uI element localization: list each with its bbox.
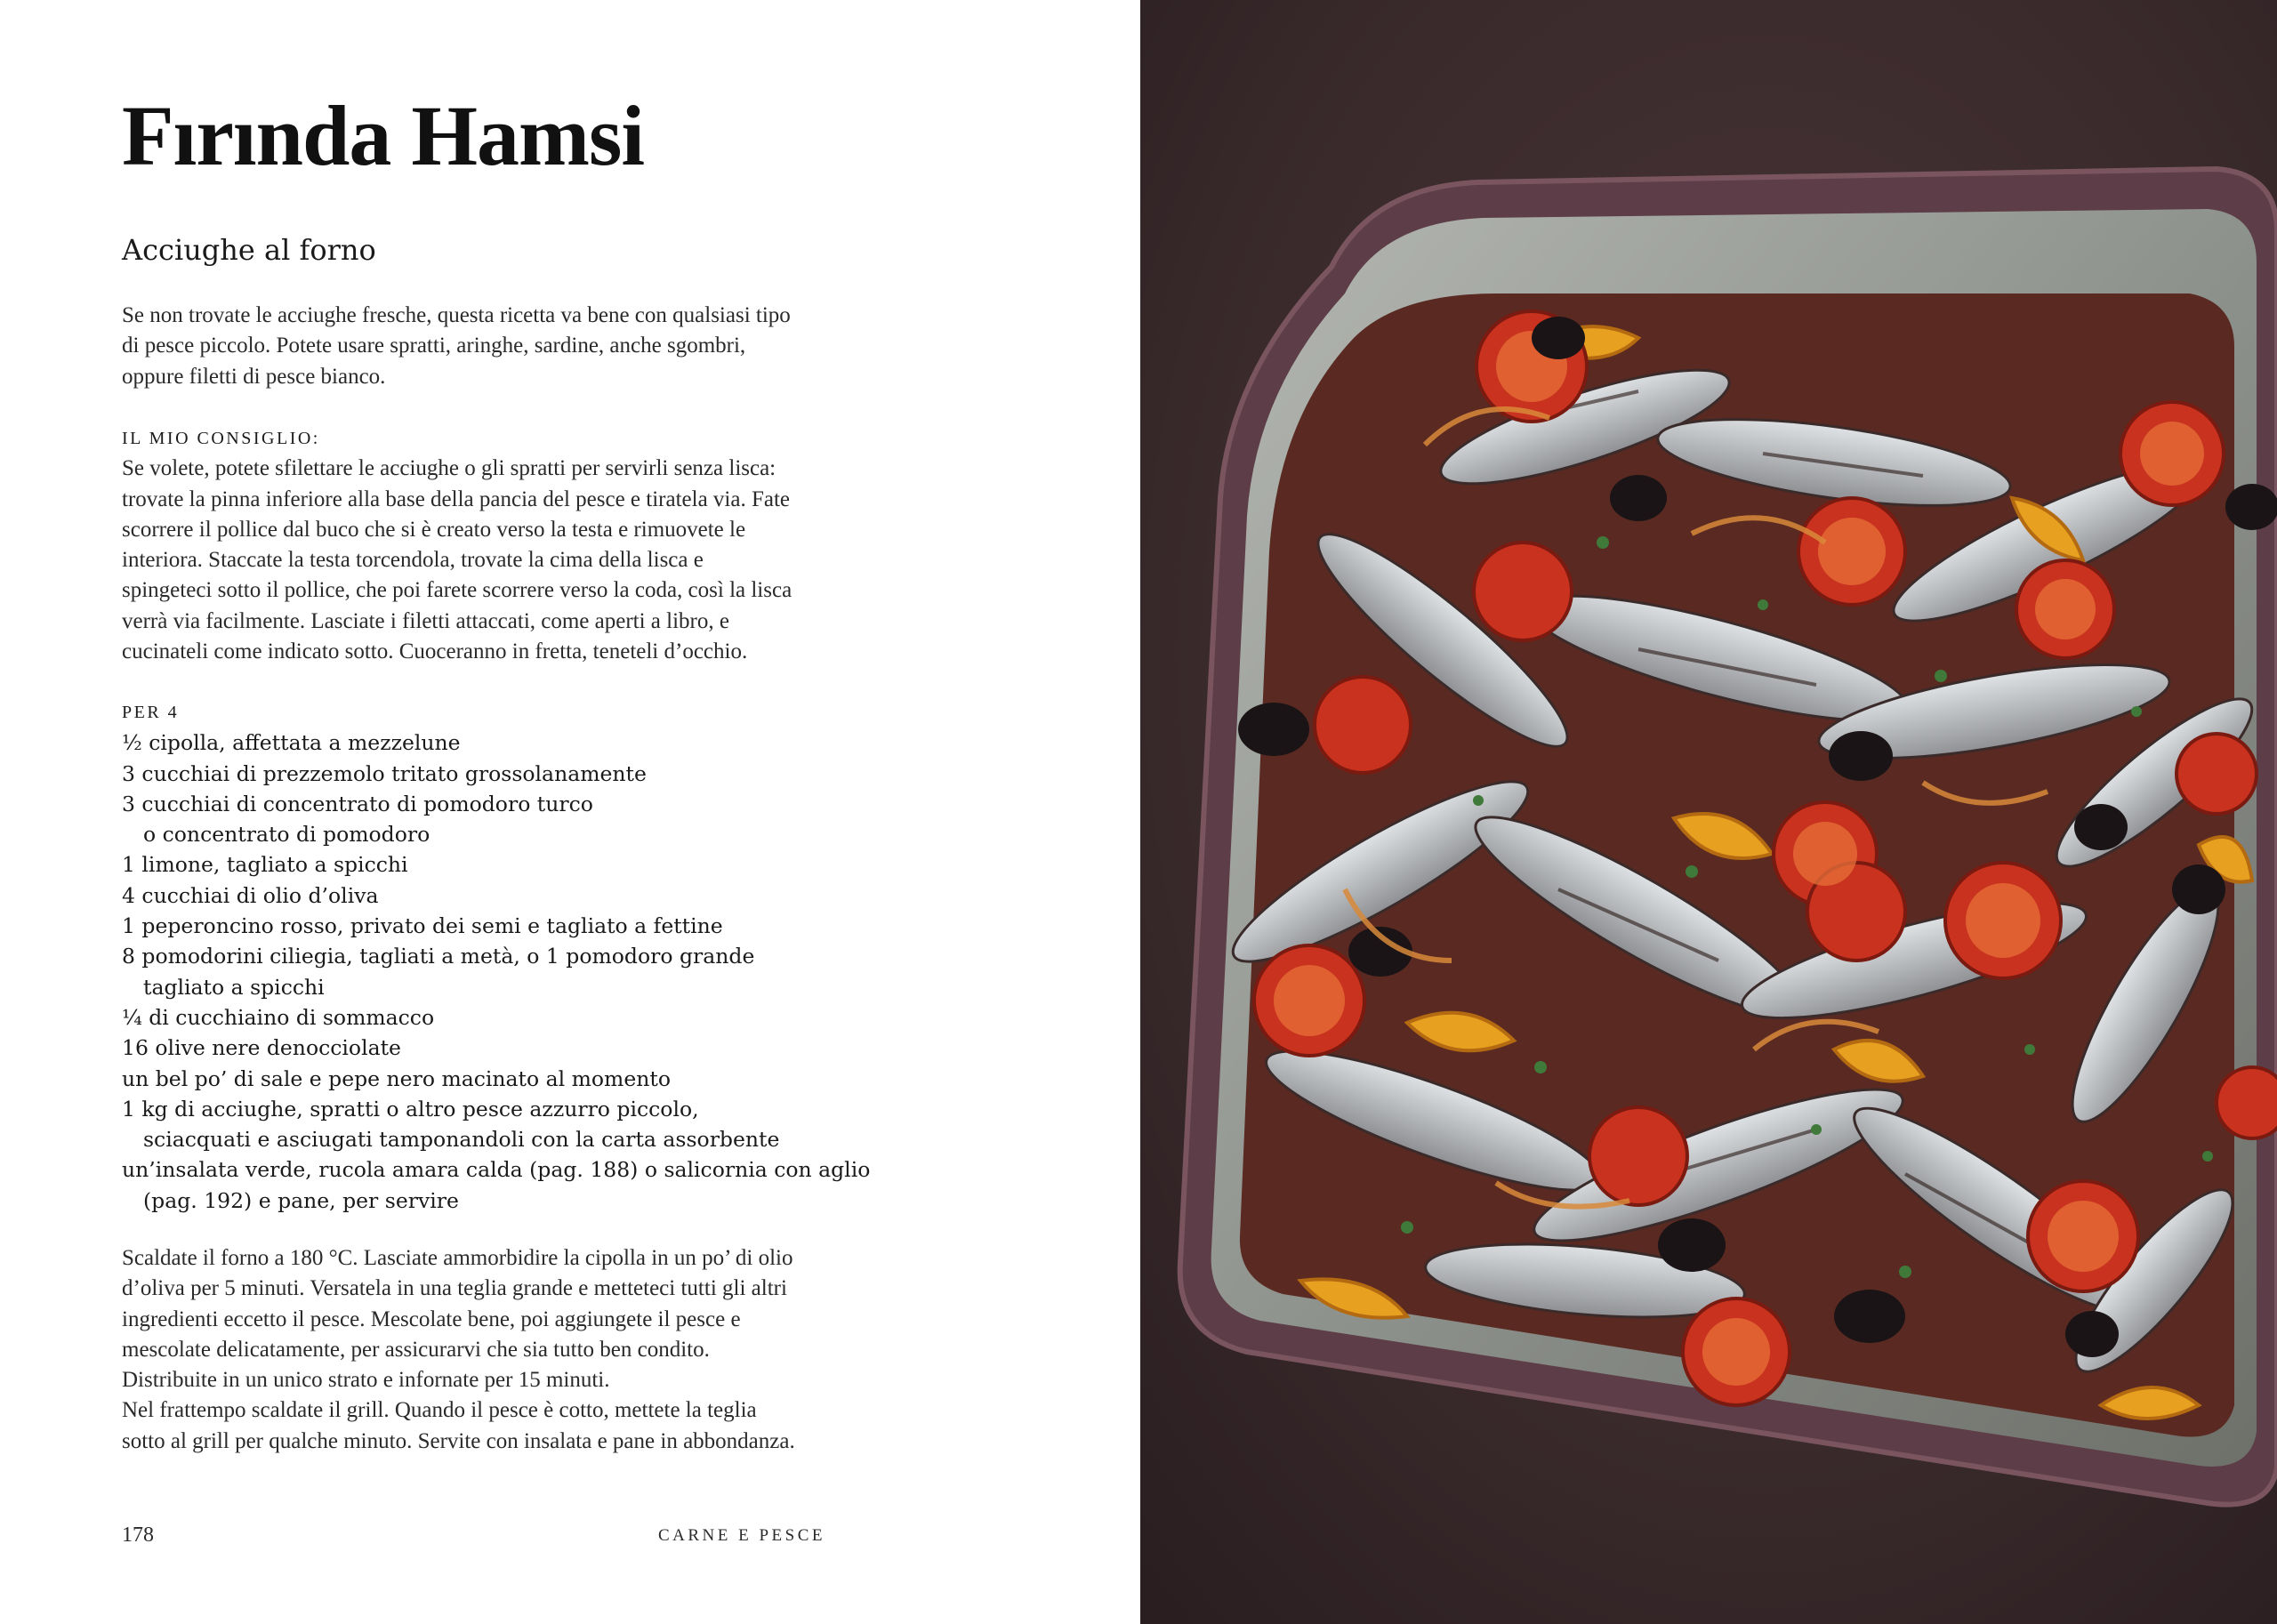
tip-line: scorrere il pollice dal buco che si è creato verso la testa e rimuovete le (122, 517, 746, 542)
tip-line: spingeteci sotto il pollice, che poi farete scorrere verso la coda, così la lisca (122, 578, 793, 603)
ingredient-item: 4 cucchiai di olio d’oliva (122, 882, 379, 908)
page-number: 178 (122, 1524, 154, 1547)
ingredient-item: 3 cucchiai di concentrato di pomodoro turco (122, 791, 593, 816)
intro-line: oppure filetti di pesce bianco. (122, 364, 386, 389)
baked-anchovies-photo-icon (1140, 0, 2277, 1624)
ingredient-item: sciacquati e asciugati tamponandoli con la carta assorbente (143, 1127, 780, 1153)
ingredients-block (122, 697, 871, 1216)
ingredient-item: ¼ di cucchiaino di sommacco (122, 1004, 435, 1030)
ingredient-item: 1 peperoncino rosso, privato dei semi e tagliato a fettine (122, 913, 723, 939)
right-page (1140, 0, 2277, 1624)
section-title: CARNE E PESCE (657, 1526, 825, 1545)
ingredient-item: 8 pomodorini ciliegia, tagliati a metà, o 1 pomodoro grande (122, 944, 755, 969)
tip-line: verrà via facilmente. Lasciate i filetti attaccati, come aperti a libro, e (122, 608, 729, 633)
method-line: d’oliva per 5 minuti. Versatela in una teglia grande e metteteci tutti gli altri (122, 1276, 787, 1301)
ingredient-item: ½ cipolla, affettata a mezzelune (122, 730, 461, 756)
recipe-title: Fırında Hamsi (122, 88, 645, 183)
method-line: mescolate delicatamente, per assicurarvi che sia tutto ben condito. (122, 1337, 710, 1362)
method-line: Distribuite in un unico strato e infornate per 15 minuti. (122, 1368, 610, 1393)
tip-block (122, 423, 825, 667)
tip-line: trovate la pinna inferiore alla base della pancia del pesce e tiratela via. Fate (122, 486, 791, 511)
method-paragraph (122, 1243, 825, 1457)
recipe-subtitle: Acciughe al forno (122, 233, 376, 267)
ingredient-item: 1 limone, tagliato a spicchi (122, 852, 408, 878)
intro-line: di pesce piccolo. Potete usare spratti, aringhe, sardine, anche sgombri, (122, 334, 746, 358)
ingredient-item: o concentrato di pomodoro (143, 822, 430, 848)
ingredient-item: un’insalata verde, rucola amara calda (pag. 188) o salicornia con aglio (122, 1157, 871, 1183)
ingredient-item: (pag. 192) e pane, per servire (143, 1187, 459, 1213)
tip-line: cucinateli come indicato sotto. Cuoceranno in fretta, teneteli d’occhio. (122, 639, 748, 664)
ingredient-item: un bel po’ di sale e pepe nero macinato al momento (122, 1065, 671, 1091)
method-line: ingredienti eccetto il pesce. Mescolate bene, poi aggiungete il pesce e (122, 1306, 741, 1331)
ingredient-item: tagliato a spicchi (143, 974, 325, 1000)
serves-label: PER 4 (122, 703, 180, 722)
tip-line: interiora. Staccate la testa torcendola, trovate la cima della lisca e (122, 548, 704, 573)
ingredient-list (122, 728, 871, 1216)
ingredient-item: 3 cucchiai di prezzemolo tritato grossolanamente (122, 760, 647, 786)
method-line: Scaldate il forno a 180 °C. Lasciate ammorbidire la cipolla in un po’ di olio (122, 1246, 793, 1270)
intro-paragraph (122, 301, 825, 392)
method-line: sotto al grill per qualche minuto. Servite con insalata e pane in abbondanza. (122, 1428, 795, 1453)
ingredient-item: 1 kg di acciughe, spratti o altro pesce azzurro piccolo, (122, 1096, 699, 1122)
intro-line: Se non trovate le acciughe fresche, questa ricetta va bene con qualsiasi tipo (122, 303, 791, 327)
tip-line: Se volete, potete sfilettare le acciughe o gli spratti per servirli senza lisca: (122, 456, 776, 481)
method-line: Nel frattempo scaldate il grill. Quando il pesce è cotto, mettete la teglia (122, 1398, 757, 1423)
ingredient-item: 16 olive nere denocciolate (122, 1035, 401, 1061)
tip-label: IL MIO CONSIGLIO: (122, 429, 320, 448)
